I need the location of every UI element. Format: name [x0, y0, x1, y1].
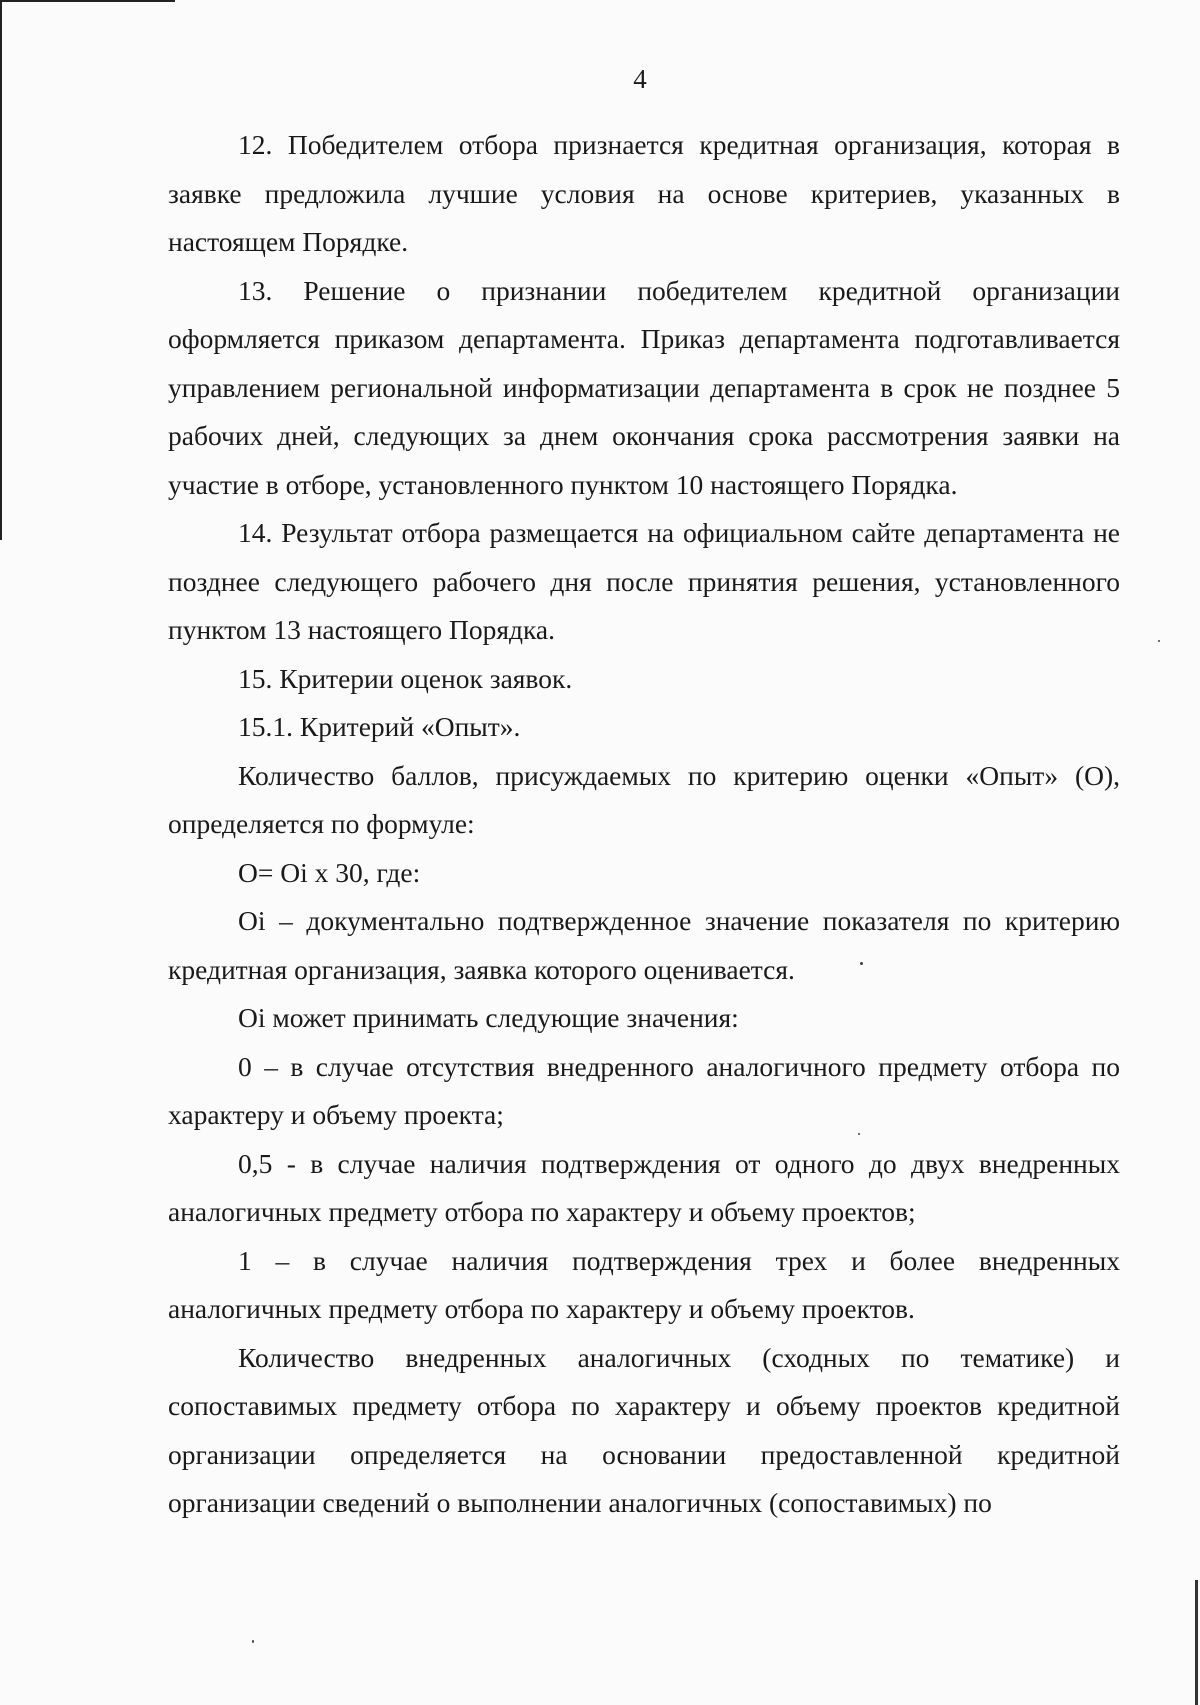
paragraph-13: 13. Решение о признании победителем кредитной организации оформляется приказом департамента. Приказ департамента подготавливается управлением региональной информатизации департамента в срок не позднее 5 рабочих дней, следующих за днем окончания срока рассмотрения заявки на участие в отборе, установленного пунктом 10 настоящего Порядка. [168, 274, 1120, 500]
paragraph-15-1: 15.1. Критерий «Опыт». [238, 711, 521, 742]
document-body [168, 121, 1120, 1528]
page-number: 4 [633, 64, 647, 94]
scan-speck [1158, 640, 1160, 642]
paragraph-score-intro: Количество баллов, присуждаемых по критерию оценки «Опыт» (О), определяется по формуле: [168, 759, 1120, 839]
paragraph-value-1: 1 – в случае наличия подтверждения трех и более внедренных аналогичных предмету отбора по характеру и объему проектов. [168, 1244, 1120, 1324]
paragraph-14: 14. Результат отбора размещается на официальном сайте департамента не позднее следующего рабочего дня после принятия решения, установленного пунктом 13 настоящего Порядка. [168, 517, 1120, 645]
paragraph-formula: О= Оi х 30, где: [238, 856, 421, 888]
scan-speck [252, 1640, 254, 1643]
paragraph-oi-definition: Оi – документально подтвержденное значение показателя по критерию кредитная организация, заявка которого оценивается. [168, 905, 1120, 985]
paragraph-value-0-5: 0,5 - в случае наличия подтверждения от одного до двух внедренных аналогичных предмету отбора по характеру и объему проектов; [168, 1147, 1120, 1227]
paragraph-12: 12. Победителем отбора признается кредитная организация, которая в заявке предложила лучшие условия на основе критериев, указанных в настоящем Порядке. [168, 129, 1120, 257]
paragraph-count: Количество внедренных аналогичных (сходных по тематике) и сопоставимых предмету отбора по характеру и объему проектов кредитной организации определяется на основании предоставленной кредитной организации сведений о выполнении аналогичных (сопоставимых) по [168, 1341, 1120, 1518]
scan-edge-top [0, 0, 175, 2]
paragraph-15: 15. Критерии оценок заявок. [238, 662, 573, 694]
paragraph-value-0: 0 – в случае отсутствия внедренного аналогичного предмету отбора по характеру и объему проекта; [168, 1050, 1120, 1130]
scan-edge-right [1195, 1580, 1198, 1705]
paragraph-oi-values: Оi может принимать следующие значения: [238, 1002, 739, 1033]
